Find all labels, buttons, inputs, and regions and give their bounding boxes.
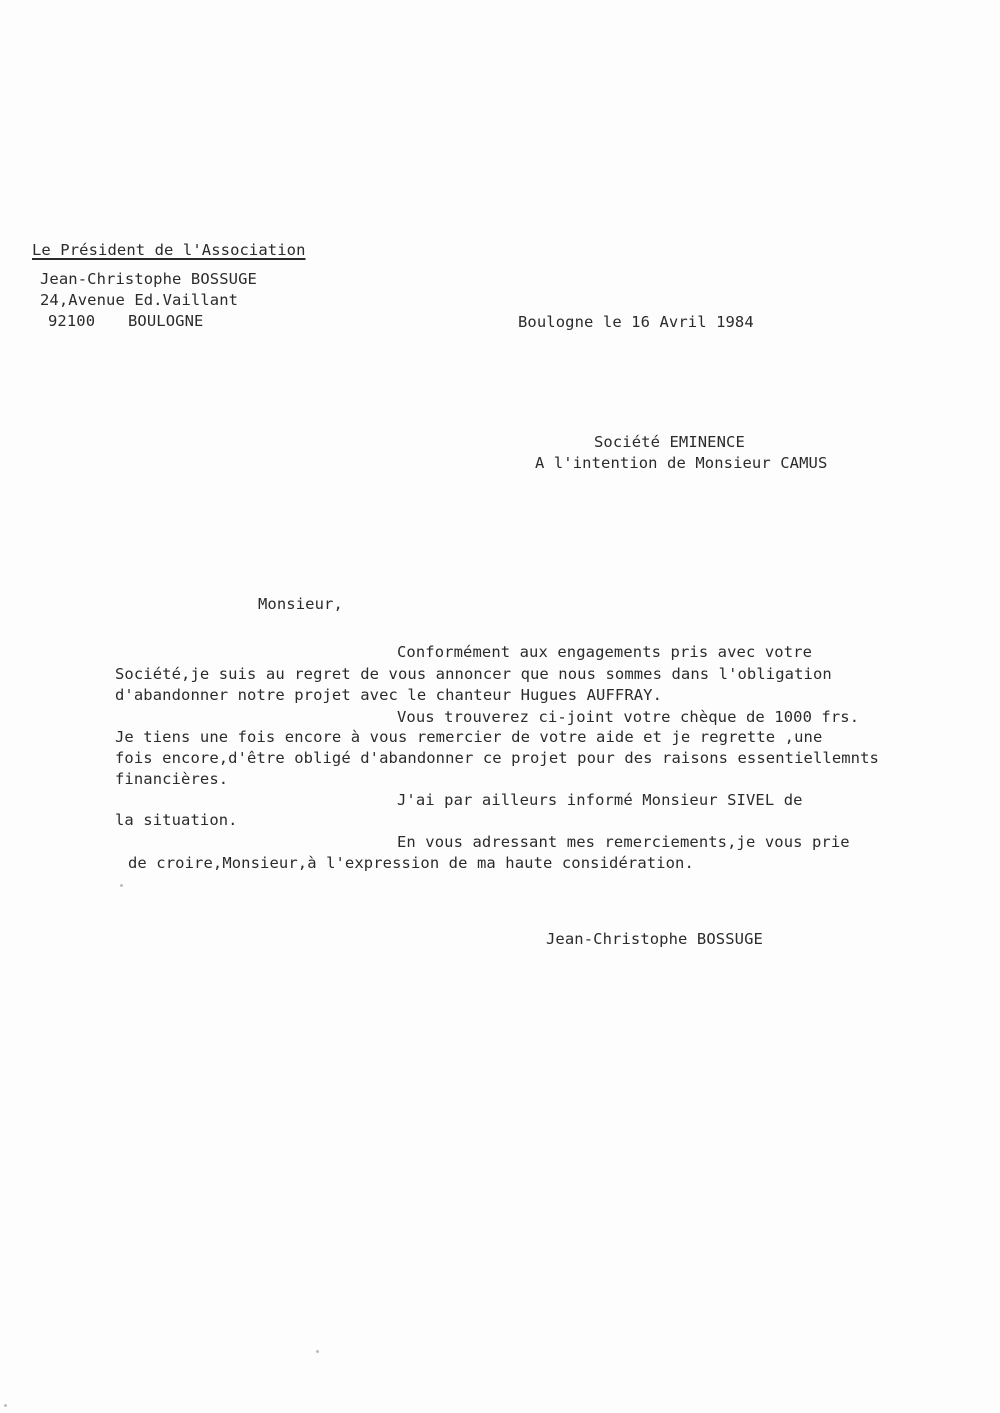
body-line-3: d'abandonner notre projet avec le chanteur Hugues AUFFRAY. bbox=[115, 686, 663, 704]
salutation: Monsieur, bbox=[258, 595, 343, 613]
body-line-6: fois encore,d'être obligé d'abandonner ce projet pour des raisons essentiellemnts bbox=[115, 749, 879, 767]
body-line-10: En vous adressant mes remerciements,je vous prie bbox=[397, 833, 850, 851]
body-line-7: financières. bbox=[115, 770, 229, 788]
sender-title: Le Président de l'Association bbox=[32, 241, 306, 259]
date-line: Boulogne le 16 Avril 1984 bbox=[518, 313, 754, 331]
sender-postal-code: 92100 bbox=[48, 312, 96, 330]
recipient-company: Société EMINENCE bbox=[594, 433, 745, 451]
body-line-2: Société,je suis au regret de vous annoncer que nous sommes dans l'obligation bbox=[115, 665, 832, 683]
body-line-4: Vous trouverez ci-joint votre chèque de 1000 frs. bbox=[397, 708, 860, 726]
sender-name: Jean-Christophe BOSSUGE bbox=[40, 270, 257, 288]
paper-speck bbox=[4, 1404, 7, 1407]
sender-street: 24,Avenue Ed.Vaillant bbox=[40, 291, 239, 309]
recipient-attention: A l'intention de Monsieur CAMUS bbox=[535, 454, 828, 472]
signature: Jean-Christophe BOSSUGE bbox=[546, 930, 763, 948]
body-line-8: J'ai par ailleurs informé Monsieur SIVEL de bbox=[397, 791, 803, 809]
body-line-1: Conformément aux engagements pris avec votre bbox=[397, 643, 812, 661]
body-line-9: la situation. bbox=[115, 811, 238, 829]
paper-speck bbox=[120, 884, 123, 887]
paper-speck bbox=[316, 1350, 319, 1353]
body-line-11: de croire,Monsieur,à l'expression de ma haute considération. bbox=[128, 854, 694, 872]
sender-city: BOULOGNE bbox=[128, 312, 204, 330]
body-line-5: Je tiens une fois encore à vous remercier de votre aide et je regrette ,une bbox=[115, 728, 823, 746]
